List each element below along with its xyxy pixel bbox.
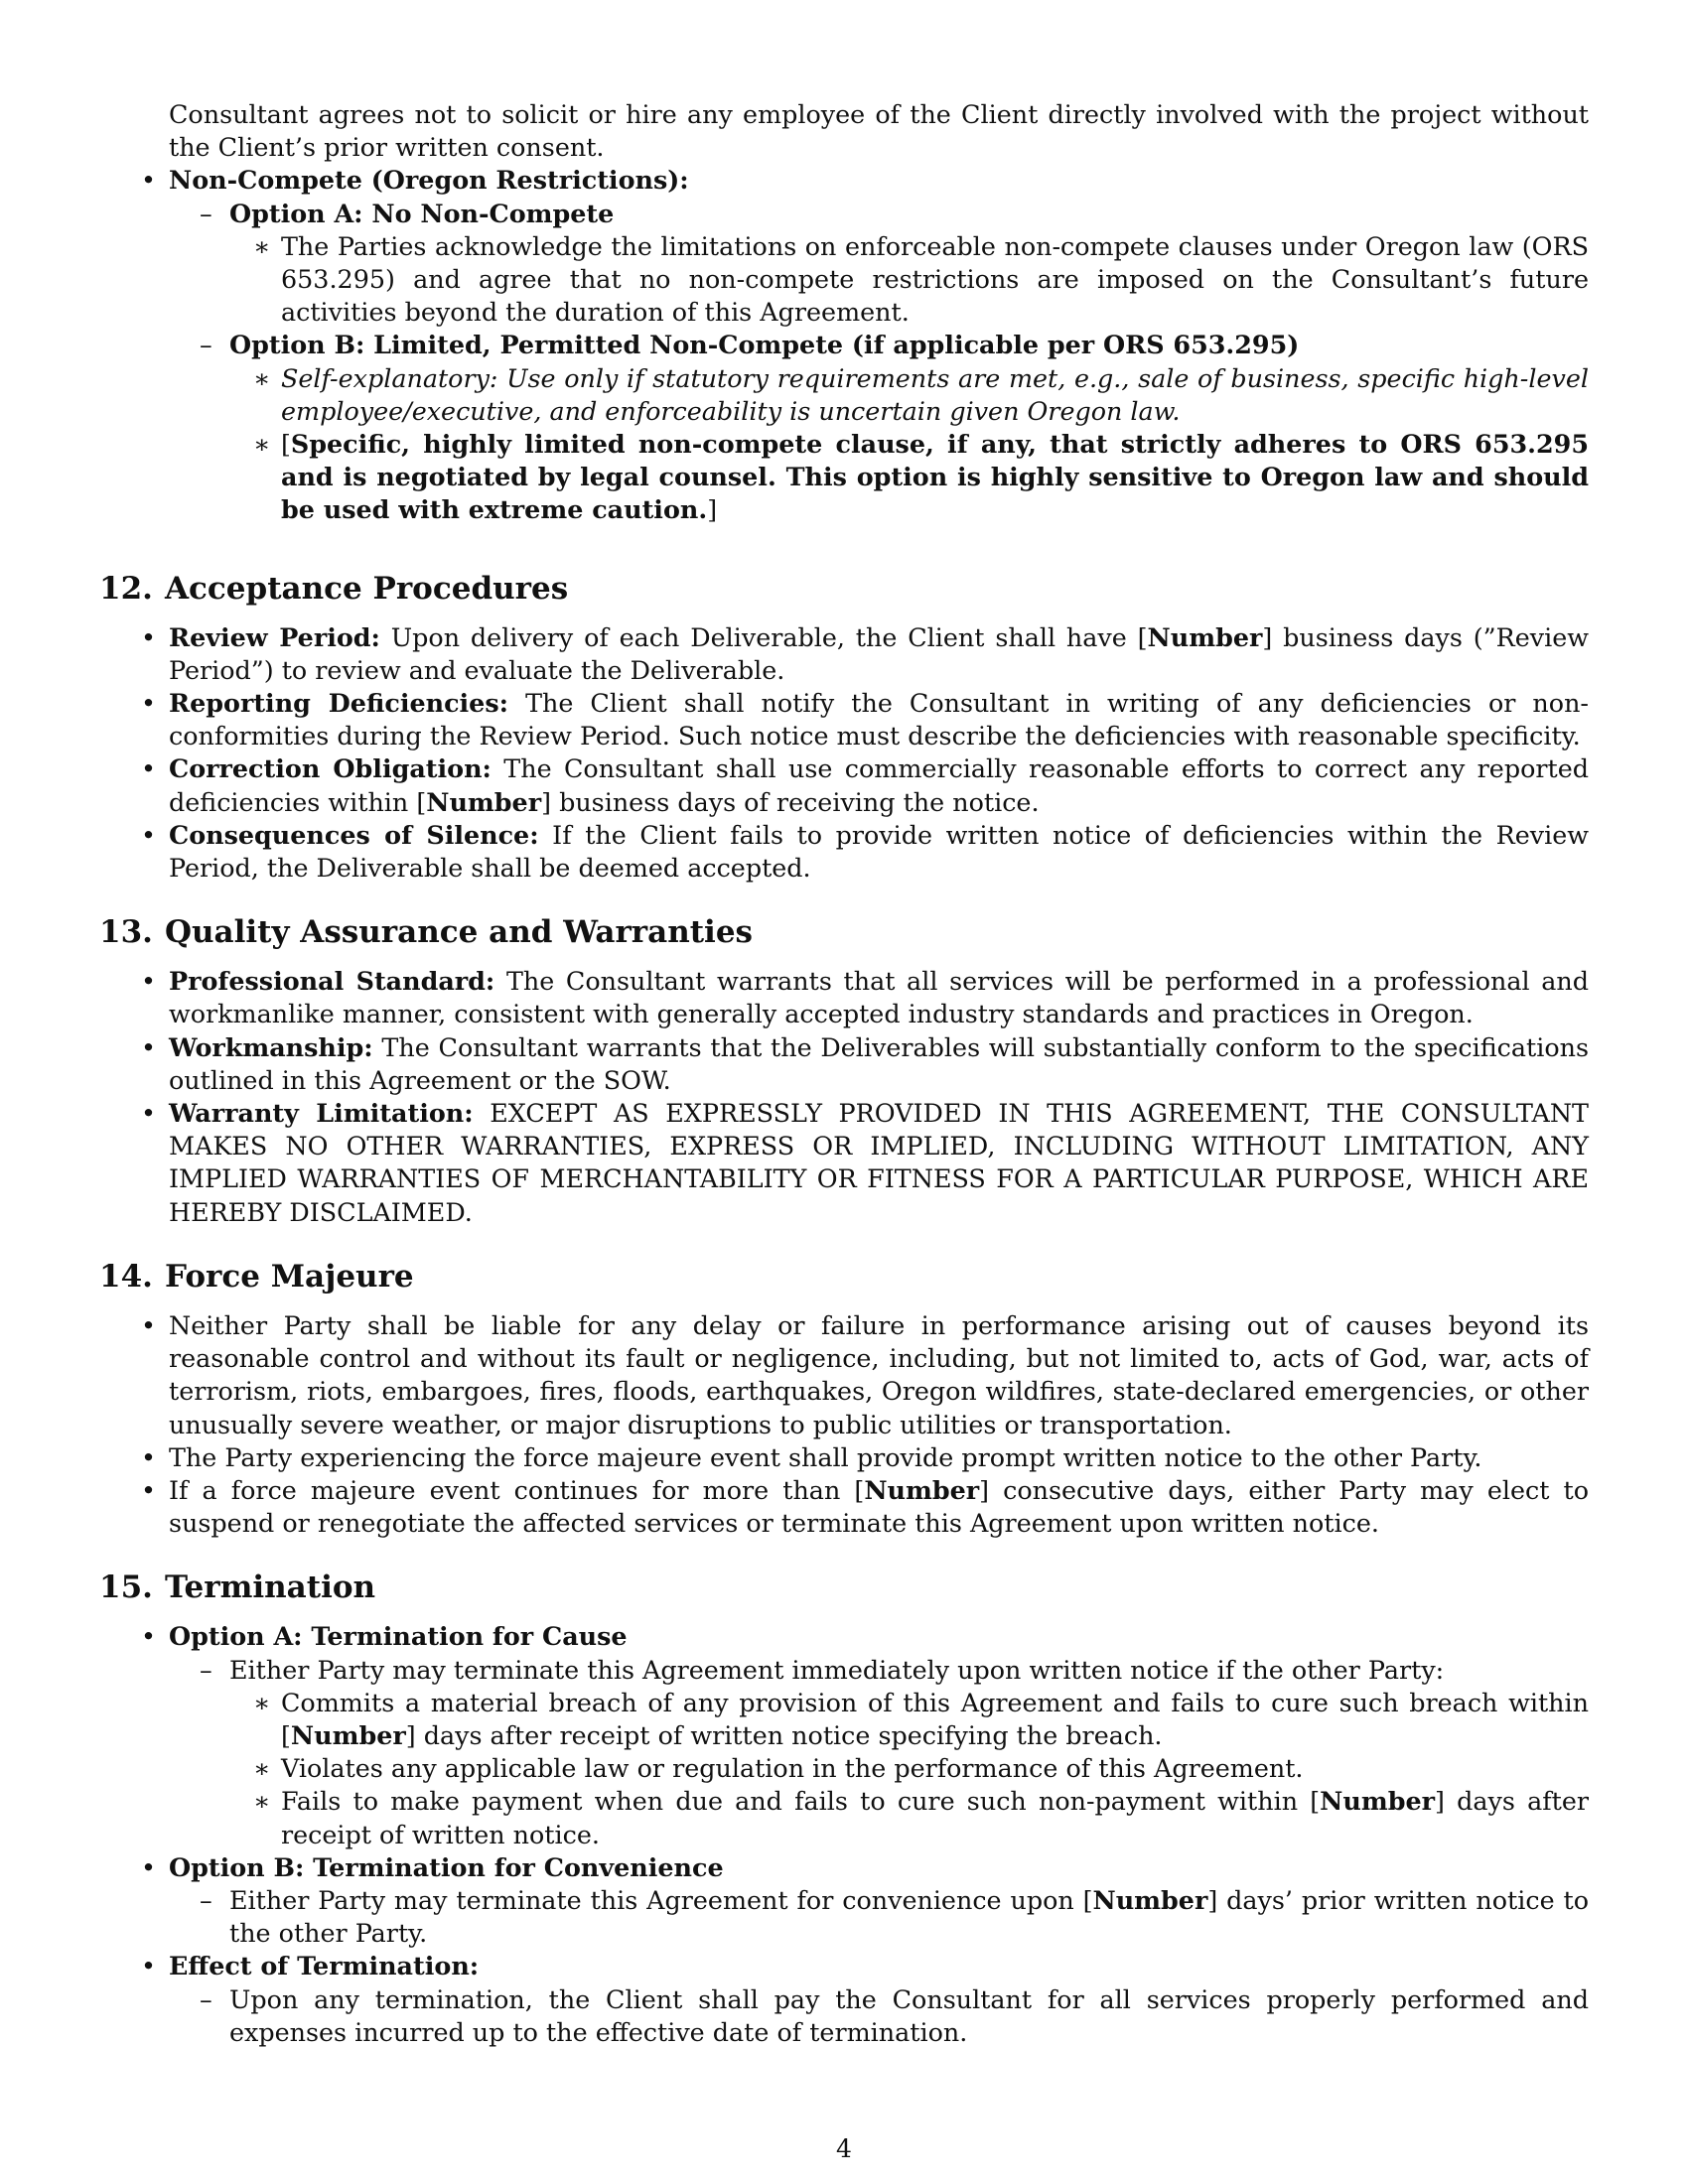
silence-item [169,819,1589,885]
force-majeure-item-3-text-a: If a force majeure event continues for more than [ [169,1474,865,1505]
section-13-heading [99,912,1589,952]
section-13-number: 13. [99,914,153,951]
option-b-termination-sublist [229,1884,1589,1950]
warranty-limitation-item [169,1097,1589,1229]
reporting-label: Reporting Deficiencies: [169,688,509,719]
correction-obligation-item [169,752,1589,818]
review-period-number: Number [1147,621,1263,652]
warranty-limitation-text: EXCEPT AS EXPRESSLY PROVIDED IN THIS AGREEMENT, THE CONSULTANT MAKES NO OTHER WARRANTIES, EXPRESS OR IMPLIED, INCLUDING WITHOUT LIMITATION, ANY IMPLIED WARRANTIES OF MERCHANTABILITY OR FITNESS FOR A PARTICULAR PURPOSE, WHICH ARE HEREBY DISCLAIMED. [169,1098,1589,1227]
effect-of-termination [169,1950,1589,2049]
option-a-termination-label: Option A: Termination for Cause [169,1621,628,1652]
reporting-text: The Client shall notify the Consultant in writing of any deficiencies or non-conformities during the Review Period. Such notice must describe the deficiencies with reasonable specificity. [169,688,1589,751]
professional-standard-label: Professional Standard: [169,966,495,997]
option-b-text-a: Either Party may terminate this Agreement for convenience upon [ [229,1884,1093,1915]
section-12-number: 12. [99,570,153,607]
option-a-intro-text: Either Party may terminate this Agreement immediately upon written notice if the other Party: [229,1654,1445,1685]
review-period-text-a: Upon delivery of each Deliverable, the Client shall have [ [379,621,1148,652]
section-14-heading [99,1257,1589,1297]
section-13-list [169,965,1589,1229]
option-b-termination-text [229,1884,1589,1950]
noncompete-label: Non-Compete (Oregon Restrictions): [169,165,689,196]
silence-text: If the Client fails to provide written notice of deficiencies within the Review Period, the Deliverable shall be deemed accepted. [169,819,1589,884]
option-a-termination-intro [229,1654,1589,1851]
warranty-limitation-label: Warranty Limitation: [169,1098,474,1129]
option-b-number: Number [1092,1884,1208,1915]
effect-sublist [229,1983,1589,2049]
bracket-close: ] [707,494,718,525]
professional-standard-item [169,965,1589,1030]
section-15-heading [99,1568,1589,1607]
reporting-deficiencies-item [169,687,1589,752]
effect-label: Effect of Termination: [169,1951,480,1981]
section-12-list [169,621,1589,886]
page-content [99,98,1589,2049]
correction-number: Number [426,786,542,817]
noncompete-option-b [229,329,1589,526]
noncompete-options [229,198,1589,527]
noncompete-option-a [229,198,1589,330]
review-period-text-b: ] business days (”Review Period”) to review and evaluate the Deliverable. [169,621,1589,685]
force-majeure-number: Number [864,1474,980,1505]
section-14-title: Force Majeure [165,1258,414,1295]
cause-1-text-b: ] days after receipt of written notice specifying the breach. [405,1719,1163,1750]
force-majeure-item-1: • Neither Party shall be liable for any delay or failure in performance arising out of causes beyond its reasonable control and without its fault or negligence, including, but not limited to, acts of God, war, acts of terrorism, riots, embargoes, fires, floods, earthquakes, Oregon wildfires, state-declared emergencies, or other unusually severe weather, or major disruptions to public utilities or transportation. [169,1309,1589,1441]
option-b-text-b: ] days’ prior written notice to the other Party. [229,1884,1589,1949]
noncompete-list [169,164,1589,526]
workmanship-item [169,1031,1589,1097]
termination-option-b [169,1851,1589,1951]
professional-standard-text: The Consultant warrants that all services will be performed in a professional and workmanlike manner, consistent with generally accepted industry standards and practices in Oregon. [169,966,1589,1029]
option-a-termination-sublist [229,1654,1589,1851]
force-majeure-item-3 [169,1474,1589,1540]
cause-1-number: Number [290,1719,406,1750]
option-a-text: ∗ The Parties acknowledge the limitations on enforceable non-compete clauses under Oregon law (ORS 653.295) and agree that no non-compete restrictions are imposed on the Consultant’s future activities beyond the duration of this Agreement. [281,230,1589,330]
section-15-list [169,1620,1589,2049]
effect-text: – Upon any termination, the Client shall pay the Consultant for all services properly performed and expenses incurred up to the effective date of termination. [229,1983,1589,2049]
bracket-open: [ [281,429,291,460]
cause-item-1 [281,1687,1589,1752]
termination-option-a [169,1620,1589,1850]
section-13-title: Quality Assurance and Warranties [165,914,754,951]
option-b-clause-item [281,428,1589,527]
option-b-sublist [281,362,1589,527]
cause-3-number: Number [1320,1786,1435,1817]
noncompete-item [169,164,1589,526]
cause-3-text-a: Fails to make payment when due and fails to cure such non-payment within [ [281,1786,1321,1817]
non-solicitation-continuation: Consultant agrees not to solicit or hire any employee of the Client directly involved with the project without the Client’s prior written consent. [169,99,1589,163]
review-period-label: Review Period: [169,621,380,652]
cause-1-text-a: Commits a material breach of any provision of this Agreement and fails to cure such breach within [ [281,1687,1589,1750]
section-12-title: Acceptance Procedures [165,570,569,607]
option-b-termination-label: Option B: Termination for Convenience [169,1851,724,1882]
option-a-label: Option A: No Non-Compete [229,198,615,228]
correction-text-a: The Consultant shall use commercially reasonable efforts to correct any reported deficiencies within [ [169,753,1589,817]
section-14-number: 14. [99,1258,153,1295]
workmanship-text: The Consultant warrants that the Deliverables will substantially conform to the specifications outlined in this Agreement or the SOW. [169,1031,1589,1095]
cause-item-2: ∗ Violates any applicable law or regulation in the performance of this Agreement. [281,1752,1589,1785]
cause-item-3 [281,1785,1589,1850]
section-14-list [169,1309,1589,1540]
cause-list [281,1687,1589,1851]
option-a-sublist [281,230,1589,330]
section-15-number: 15. [99,1570,153,1606]
section-15-title: Termination [165,1570,376,1606]
option-b-clause: Specific, highly limited non-compete clause, if any, that strictly adheres to ORS 653.295 and is negotiated by legal counsel. This option is highly sensitive to Oregon law and should be used with extreme caution. [281,429,1589,525]
option-b-note: ∗ Self-explanatory: Use only if statutory requirements are met, e.g., sale of business, specific high-level employee/executive, and enforceability is uncertain given Oregon law. [281,362,1589,428]
force-majeure-item-3-text-b: ] consecutive days, either Party may elect to suspend or renegotiate the affected services or terminate this Agreement upon written notice. [169,1474,1589,1539]
cause-3-text-b: ] days after receipt of written notice. [281,1786,1589,1849]
workmanship-label: Workmanship: [169,1031,373,1062]
section-12-heading [99,569,1589,609]
silence-label: Consequences of Silence: [169,819,539,850]
correction-label: Correction Obligation: [169,753,492,784]
correction-text-b: ] business days of receiving the notice. [541,786,1040,817]
page-number: 4 [836,2134,852,2163]
review-period-item [169,621,1589,687]
force-majeure-item-2: • The Party experiencing the force majeure event shall provide prompt written notice to the other Party. [169,1441,1589,1474]
option-b-label: Option B: Limited, Permitted Non-Compete (if applicable per ORS 653.295) [229,330,1300,360]
